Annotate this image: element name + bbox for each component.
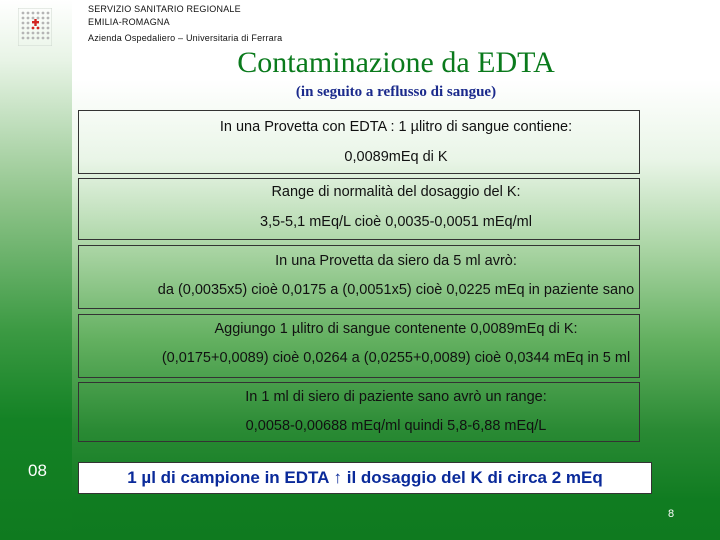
page-code: 08 xyxy=(28,461,47,480)
org-name-line1: SERVIZIO SANITARIO REGIONALE xyxy=(88,4,241,14)
org-name-line3: Azienda Ospedaliero – Universitaria di Ferrara xyxy=(88,33,283,43)
block-2-line-1: Range di normalità del dosaggio del K: xyxy=(271,184,521,200)
block-3-line-1: In una Provetta da siero da 5 ml avrò: xyxy=(275,253,517,269)
block-1-line-1: In una Provetta con EDTA : 1 µlitro di sangue contiene: xyxy=(219,119,573,135)
block-4-line-2: (0,0175+0,0089) cioè 0,0264 a (0,0255+0,0089) cioè 0,0344 mEq in 5 ml xyxy=(161,350,631,366)
slide-title: Contaminazione da EDTA xyxy=(237,46,555,79)
page-number: 8 xyxy=(668,508,675,520)
block-4-line-1: Aggiungo 1 µlitro di sangue contenente 0,0089mEq di K: xyxy=(214,321,578,337)
slide-subtitle: (in seguito a reflusso di sangue) xyxy=(295,84,497,100)
org-name-line2: EMILIA-ROMAGNA xyxy=(88,17,170,27)
block-5-line-2: 0,0058-0,00688 mEq/ml quindi 5,8-6,88 mEq/L xyxy=(245,418,547,434)
block-2-line-2: 3,5-5,1 mEq/L cioè 0,0035-0,0051 mEq/ml xyxy=(260,214,532,230)
left-sidebar-band xyxy=(0,0,72,540)
conclusion-box: 1 µl di campione in EDTA ↑ il dosaggio del K di circa 2 mEq xyxy=(78,462,652,494)
block-1-line-2: 0,0089mEq di K xyxy=(344,149,448,165)
block-5-line-1: In 1 ml di siero di paziente sano avrò un range: xyxy=(245,389,547,405)
block-3-line-2: da (0,0035x5) cioè 0,0175 a (0,0051x5) cioè 0,0225 mEq in paziente sano xyxy=(157,282,635,298)
regional-health-logo-icon xyxy=(18,8,52,46)
